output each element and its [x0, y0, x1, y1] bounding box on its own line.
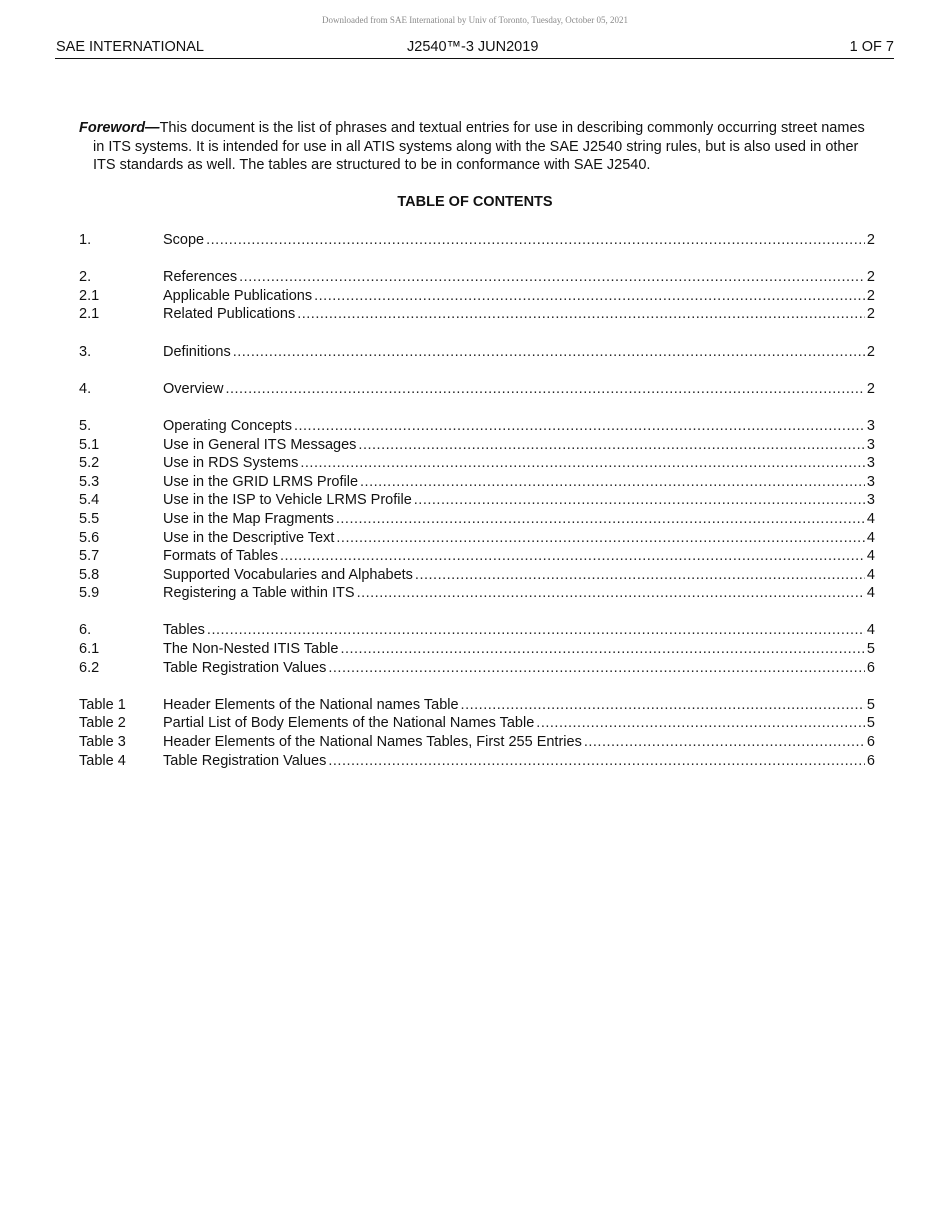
toc-entry-title: Use in General ITS Messages [163, 436, 357, 453]
toc-leader-dots [584, 733, 865, 752]
toc-entry-number: 5.7 [79, 548, 100, 565]
toc-entry-page: 6 [866, 752, 875, 769]
toc-leader-dots [336, 529, 865, 548]
toc-entry-page: 2 [866, 343, 875, 360]
toc-entry-number: 5.6 [79, 529, 100, 546]
toc-entry-page: 3 [866, 473, 875, 490]
foreword-paragraph [79, 119, 875, 175]
toc-entry-page: 2 [866, 232, 875, 248]
header-publisher: SAE INTERNATIONAL [56, 39, 204, 55]
toc-entry-page: 5 [866, 715, 875, 732]
toc-entry-page: 2 [866, 306, 875, 323]
toc-leader-dots [340, 640, 864, 659]
toc-entry-number: 1. [79, 232, 92, 248]
toc-entry-title: Use in the ISP to Vehicle LRMS Profile [163, 492, 412, 509]
toc-entry-number: 2.1 [79, 306, 100, 323]
toc-entry[interactable] [79, 417, 875, 436]
toc-entry-page: 2 [866, 380, 875, 397]
toc-entry-page: 3 [866, 436, 875, 453]
toc-entry-number: 5. [79, 417, 92, 434]
toc-entry-number: 5.2 [79, 455, 100, 472]
toc-entry-number: 5.3 [79, 473, 100, 490]
toc-entry-number: 5.5 [79, 510, 100, 527]
toc-entry[interactable] [79, 436, 875, 455]
toc-entry-number: 5.1 [79, 436, 100, 453]
toc-entry-number: 2.1 [79, 287, 100, 304]
toc-entry[interactable] [79, 621, 875, 640]
toc-leader-dots [233, 343, 865, 362]
toc-entry-title: Table Registration Values [163, 659, 327, 676]
toc-entry-number: Table 2 [79, 715, 126, 732]
download-watermark: Downloaded from SAE International by Univ of Toronto, Tuesday, October 05, 2021 [321, 15, 629, 25]
toc-entry-page: 2 [866, 287, 875, 304]
toc-entry-page: 4 [866, 510, 875, 527]
toc-entry[interactable] [79, 733, 875, 752]
toc-heading: TABLE OF CONTENTS [397, 194, 553, 210]
toc-entry[interactable] [79, 659, 875, 678]
page-header [55, 38, 894, 59]
toc-leader-dots [297, 305, 865, 324]
toc-leader-dots [328, 659, 865, 678]
toc-entry-title: Applicable Publications [163, 287, 313, 304]
toc-entry[interactable] [79, 305, 875, 324]
toc-entry-title: Operating Concepts [163, 417, 292, 434]
toc-entry[interactable] [79, 380, 875, 399]
toc-entry-title: Related Publications [163, 306, 296, 323]
toc-entry-number: 5.4 [79, 492, 100, 509]
toc-entry[interactable] [79, 566, 875, 585]
toc-leader-dots [328, 752, 865, 771]
toc-entry[interactable] [79, 584, 875, 603]
toc-entry[interactable] [79, 714, 875, 733]
toc-entry-number: 5.8 [79, 566, 100, 583]
toc-leader-dots [336, 510, 865, 529]
toc-entry-title: Overview [163, 380, 224, 397]
toc-entry-title: Scope [163, 232, 205, 248]
toc-entry-title: Tables [163, 622, 205, 639]
toc-leader-dots [415, 566, 865, 585]
toc-entry-title: Use in RDS Systems [163, 455, 299, 472]
toc-entry-number: 4. [79, 380, 92, 397]
toc-entry[interactable] [79, 696, 875, 715]
toc-entry-page: 4 [866, 566, 875, 583]
toc-entry[interactable] [79, 268, 875, 287]
toc-leader-dots [300, 454, 865, 473]
toc-entry-page: 4 [866, 548, 875, 565]
toc-entry-title: Partial List of Body Elements of the National Names Table [163, 715, 535, 732]
toc-entry-number: 3. [79, 343, 92, 360]
toc-entry-page: 6 [866, 734, 875, 751]
toc-leader-dots [357, 584, 865, 603]
toc-leader-dots [358, 436, 865, 455]
header-page-number: 1 OF 7 [849, 39, 894, 55]
toc-entry-title: Table Registration Values [163, 752, 327, 769]
toc-entry-page: 4 [866, 622, 875, 639]
toc-entry-title: Use in the Map Fragments [163, 510, 334, 527]
toc-entry-title: Use in the Descriptive Text [163, 529, 335, 546]
toc-entry-title: Header Elements of the National names Table [163, 696, 459, 713]
toc-entry[interactable] [79, 231, 875, 250]
toc-entry-number: 6. [79, 622, 92, 639]
toc-entry-title: Use in the GRID LRMS Profile [163, 473, 359, 490]
toc-entry-page: 5 [866, 696, 875, 713]
toc-leader-dots [206, 231, 865, 250]
toc-leader-dots [207, 621, 865, 640]
toc-entry-page: 4 [866, 529, 875, 546]
toc-entry[interactable] [79, 510, 875, 529]
toc-entry-page: 5 [866, 641, 875, 658]
toc-entry-title: Registering a Table within ITS [163, 585, 355, 602]
toc-entry[interactable] [79, 343, 875, 362]
toc-entry-title: Header Elements of the National Names Tables, First 255 Entries [163, 734, 582, 751]
toc-entry[interactable] [79, 491, 875, 510]
toc-leader-dots [294, 417, 865, 436]
toc-entry-number: Table 4 [79, 752, 126, 769]
toc-entry-number: 5.9 [79, 585, 100, 602]
header-document-id: J2540™-3 JUN2019 [407, 39, 539, 55]
toc-entry[interactable] [79, 287, 875, 306]
toc-entry-number: Table 1 [79, 696, 126, 713]
toc-entry[interactable] [79, 547, 875, 566]
toc-leader-dots [536, 714, 865, 733]
toc-entry-page: 3 [866, 417, 875, 434]
toc-entry-title: Formats of Tables [163, 548, 278, 565]
table-of-contents [79, 231, 875, 770]
toc-entry-title: The Non-Nested ITIS Table [163, 641, 339, 658]
toc-entry-page: 4 [866, 585, 875, 602]
toc-entry[interactable] [79, 454, 875, 473]
toc-entry-title: Supported Vocabularies and Alphabets [163, 566, 413, 583]
toc-leader-dots [414, 491, 865, 510]
toc-entry-title: References [163, 269, 238, 286]
toc-leader-dots [360, 473, 865, 492]
toc-leader-dots [225, 380, 864, 399]
toc-entry-number: 6.2 [79, 659, 100, 676]
toc-entry[interactable] [79, 473, 875, 492]
toc-entry-title: Definitions [163, 343, 231, 360]
toc-entry-page: 3 [866, 492, 875, 509]
foreword-label: Foreword— [79, 120, 160, 136]
toc-leader-dots [239, 268, 865, 287]
foreword-text: This document is the list of phrases and textual entries for use in describing commonly occurring street names in ITS systems. It is intended for use in all ATIS systems along with the SAE J2540 string rules, but is also used in other ITS standards as well. The tables are structured to be in conformance with SAE J2540. [93, 120, 865, 174]
toc-leader-dots [461, 696, 865, 715]
toc-entry[interactable] [79, 752, 875, 771]
toc-entry-number: 2. [79, 269, 92, 286]
toc-entry-page: 6 [866, 659, 875, 676]
toc-entry[interactable] [79, 640, 875, 659]
toc-entry-number: 6.1 [79, 641, 100, 658]
toc-entry[interactable] [79, 529, 875, 548]
toc-entry-page: 2 [866, 269, 875, 286]
toc-leader-dots [280, 547, 865, 566]
toc-leader-dots [314, 287, 865, 306]
toc-entry-number: Table 3 [79, 734, 126, 751]
toc-entry-page: 3 [866, 455, 875, 472]
